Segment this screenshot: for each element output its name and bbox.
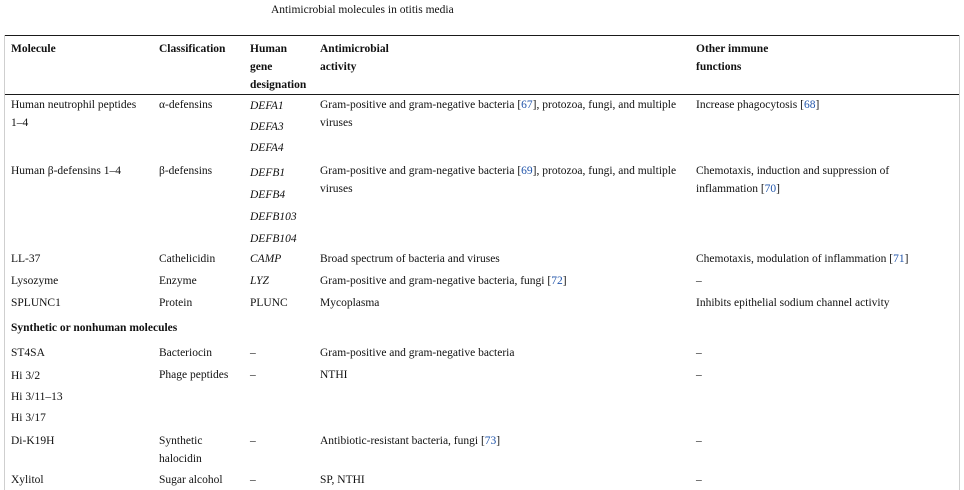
header-other-line1: Other immune bbox=[696, 43, 769, 55]
activity-cell: Mycoplasma bbox=[320, 297, 380, 309]
molecule-cell: Human β-defensins 1–4 bbox=[11, 165, 121, 177]
molecule-cell bbox=[11, 96, 136, 132]
reference-link[interactable]: 68 bbox=[803, 99, 816, 111]
header-activity-line1: Antimicrobial bbox=[320, 43, 389, 55]
classification-cell: Bacteriocin bbox=[159, 347, 213, 359]
header-molecule: Molecule bbox=[11, 43, 56, 55]
table-left-border bbox=[4, 35, 5, 490]
section-heading: Synthetic or nonhuman molecules bbox=[11, 322, 178, 334]
activity-cell: Gram-positive and gram-negative bacteria bbox=[320, 347, 515, 359]
classification-cell: Sugar alcohol bbox=[159, 474, 223, 486]
header-activity bbox=[320, 40, 389, 76]
activity-cell bbox=[320, 162, 676, 198]
reference-link[interactable]: 72 bbox=[551, 275, 563, 287]
molecule-line: Hi 3/11–13 bbox=[11, 391, 63, 403]
other-line: inflammation [70] bbox=[696, 183, 781, 195]
classification-cell: Cathelicidin bbox=[159, 253, 216, 265]
activity-cell: Antibiotic-resistant bacteria, fungi [73] bbox=[320, 435, 501, 447]
molecule-cell bbox=[11, 366, 63, 429]
molecule-line: Hi 3/17 bbox=[11, 412, 46, 424]
activity-cell: SP, NTHI bbox=[320, 474, 365, 486]
activity-cell: Broad spectrum of bacteria and viruses bbox=[320, 253, 500, 265]
header-bottom-rule bbox=[4, 94, 960, 95]
molecule-line: Hi 3/2 bbox=[11, 370, 41, 382]
gene-line: DEFA1 bbox=[250, 100, 284, 112]
table-caption: Antimicrobial molecules in otitis media bbox=[271, 4, 454, 16]
gene-cell: LYZ bbox=[250, 275, 269, 287]
gene-line: DEFA4 bbox=[250, 142, 284, 154]
molecule-cell: ST4SA bbox=[11, 347, 45, 359]
gene-cell: – bbox=[250, 474, 256, 486]
gene-cell: PLUNC bbox=[250, 297, 288, 309]
other-cell: – bbox=[696, 275, 702, 287]
other-cell bbox=[696, 162, 889, 198]
molecule-cell: SPLUNC1 bbox=[11, 297, 61, 309]
reference-link[interactable]: 67 bbox=[521, 99, 533, 111]
gene-cell: CAMP bbox=[250, 253, 282, 265]
header-gene bbox=[250, 40, 306, 94]
header-other bbox=[696, 40, 768, 76]
classification-cell: β-defensins bbox=[159, 165, 213, 177]
activity-line: Gram-positive and gram-negative bacteria [67], protozoa, fungi, and multiple bbox=[320, 99, 677, 111]
reference-link[interactable]: 73 bbox=[484, 435, 497, 447]
activity-line: viruses bbox=[320, 117, 353, 129]
gene-cell: – bbox=[250, 347, 256, 359]
other-cell: Increase phagocytosis [68] bbox=[696, 99, 820, 111]
gene-line: DEFB103 bbox=[250, 211, 297, 223]
reference-link[interactable]: 71 bbox=[893, 253, 905, 265]
activity-cell: NTHI bbox=[320, 369, 348, 381]
classification-cell: α-defensins bbox=[159, 99, 213, 111]
gene-line: DEFB1 bbox=[250, 167, 286, 179]
activity-cell: Gram-positive and gram-negative bacteria, fungi [72] bbox=[320, 275, 567, 287]
header-classification: Classification bbox=[159, 43, 226, 55]
table-right-border bbox=[959, 35, 960, 490]
gene-line: DEFB4 bbox=[250, 189, 286, 201]
molecule-cell: Di-K19H bbox=[11, 435, 55, 447]
other-cell: Chemotaxis, modulation of inflammation [71] bbox=[696, 253, 909, 265]
classification-cell bbox=[159, 432, 202, 468]
molecule-cell: Lysozyme bbox=[11, 275, 59, 287]
other-cell: – bbox=[696, 474, 702, 486]
reference-link[interactable]: 70 bbox=[764, 183, 777, 195]
header-gene-line1: Human bbox=[250, 43, 288, 55]
molecule-line: Human neutrophil peptides bbox=[11, 99, 137, 111]
activity-cell bbox=[320, 96, 676, 132]
other-line: Chemotaxis, induction and suppression of bbox=[696, 165, 890, 177]
header-activity-line2: activity bbox=[320, 61, 357, 73]
molecule-cell: Xylitol bbox=[11, 474, 44, 486]
reference-link[interactable]: 69 bbox=[521, 165, 533, 177]
classification-cell: Enzyme bbox=[159, 275, 197, 287]
classification-line: halocidin bbox=[159, 453, 202, 465]
gene-cell: – bbox=[250, 435, 256, 447]
classification-line: Synthetic bbox=[159, 435, 203, 447]
header-other-line2: functions bbox=[696, 61, 742, 73]
header-gene-line2: gene bbox=[250, 61, 273, 73]
activity-line: viruses bbox=[320, 183, 353, 195]
other-cell: Inhibits epithelial sodium channel activity bbox=[696, 297, 890, 309]
classification-cell: Phage peptides bbox=[159, 369, 229, 381]
other-cell: – bbox=[696, 347, 702, 359]
other-cell: – bbox=[696, 435, 702, 447]
header-gene-line3: designation bbox=[250, 79, 307, 91]
activity-line: Gram-positive and gram-negative bacteria [69], protozoa, fungi, and multiple bbox=[320, 165, 677, 177]
gene-cell bbox=[250, 96, 284, 159]
classification-cell: Protein bbox=[159, 297, 193, 309]
gene-cell: – bbox=[250, 369, 256, 381]
other-cell: – bbox=[696, 369, 702, 381]
header-top-rule bbox=[4, 35, 960, 36]
gene-cell bbox=[250, 162, 297, 250]
molecule-cell: LL-37 bbox=[11, 253, 41, 265]
gene-line: DEFB104 bbox=[250, 233, 297, 245]
molecule-line: 1–4 bbox=[11, 117, 29, 129]
gene-line: DEFA3 bbox=[250, 121, 284, 133]
